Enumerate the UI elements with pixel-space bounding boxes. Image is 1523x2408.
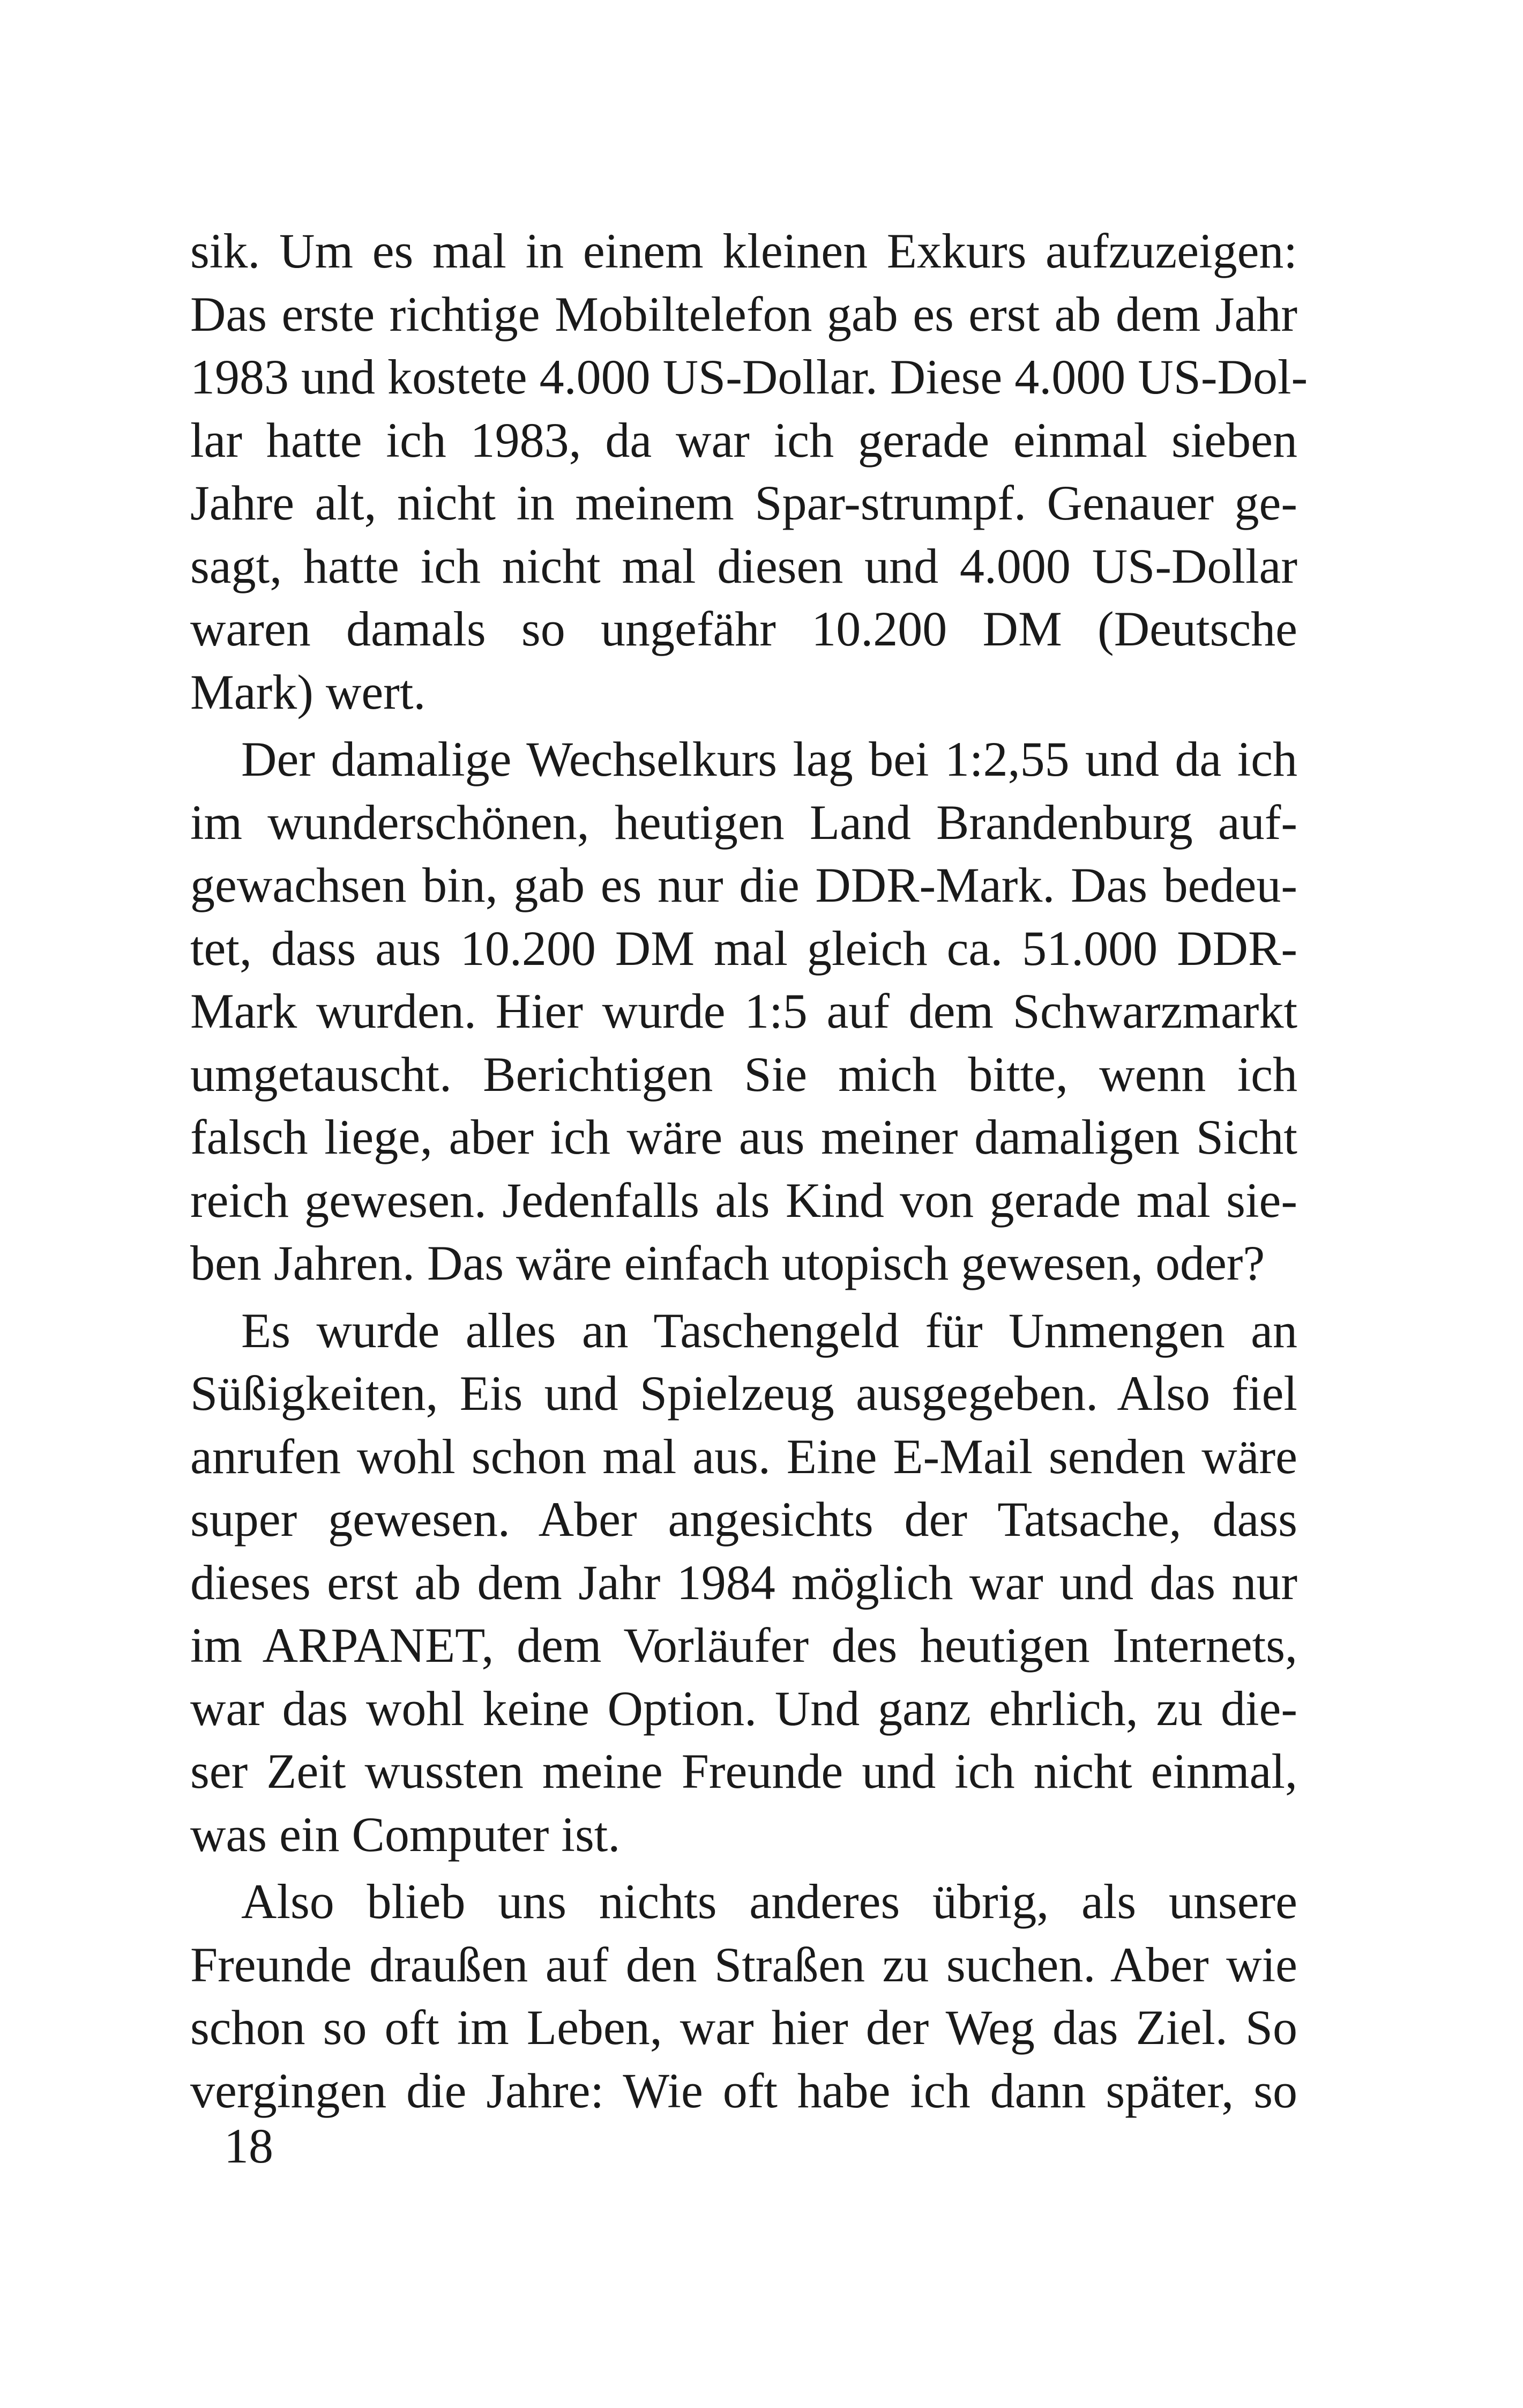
text-line: umgetauscht. Berichtigen Sie mich bitte, wenn ich: [190, 1046, 1297, 1102]
text-line: Freunde draußen auf den Straßen zu suchen. Aber wie: [190, 1937, 1297, 1992]
page-number: 18: [224, 2119, 273, 2173]
text-line: sagt, hatte ich nicht mal diesen und 4.000 US-Dollar: [190, 538, 1297, 593]
text-line: im wunderschönen, heutigen Land Brandenburg auf-: [190, 794, 1297, 850]
text-line: Mark wurden. Hier wurde 1:5 auf dem Schwarzmarkt: [190, 984, 1297, 1038]
text-line: schon so oft im Leben, war hier der Weg das Ziel. So: [190, 2000, 1297, 2055]
text-line: tet, dass aus 10.200 DM mal gleich ca. 51.000 DDR-: [190, 920, 1297, 976]
text-line: 1983 und kostete 4.000 US-Dollar. Diese 4.000 US-Dol-: [190, 350, 1308, 404]
text-line: Süßigkeiten, Eis und Spielzeug ausgegeben. Also fiel: [190, 1366, 1297, 1421]
text-line: Mark) wert.: [190, 664, 426, 719]
text-line: gewachsen bin, gab es nur die DDR-Mark. Das bedeu-: [190, 858, 1297, 912]
text-line: Das erste richtige Mobiltelefon gab es erst ab dem Jahr: [190, 286, 1297, 341]
text-line: super gewesen. Aber angesichts der Tatsache, dass: [190, 1492, 1297, 1547]
text-line: lar hatte ich 1983, da war ich gerade einmal sieben: [190, 412, 1297, 467]
paragraph-4: [190, 1870, 1297, 2122]
text-line: dieses erst ab dem Jahr 1984 möglich war und das nur: [190, 1555, 1297, 1610]
text-line: war das wohl keine Option. Und ganz ehrlich, zu die-: [190, 1681, 1297, 1736]
text-line: sik. Um es mal in einem kleinen Exkurs aufzuzeigen:: [190, 224, 1297, 278]
text-line: Also blieb uns nichts anderes übrig, als unsere: [241, 1874, 1297, 1929]
text-line: reich gewesen. Jedenfalls als Kind von gerade mal sie-: [190, 1172, 1297, 1228]
paragraph-3: [190, 1299, 1297, 1867]
text-line: im ARPANET, dem Vorläufer des heutigen Internets,: [190, 1618, 1297, 1673]
text-line: Der damalige Wechselkurs lag bei 1:2,55 und da ich: [241, 732, 1297, 786]
text-line: ben Jahren. Das wäre einfach utopisch gewesen, oder?: [190, 1236, 1265, 1290]
paragraph-1: [190, 220, 1308, 724]
paragraph-2: [190, 728, 1297, 1295]
body-text: [190, 220, 1308, 2127]
text-line: ser Zeit wussten meine Freunde und ich nicht einmal,: [190, 1744, 1297, 1798]
text-line: anrufen wohl schon mal aus. Eine E-Mail senden wäre: [190, 1429, 1297, 1484]
text-line: was ein Computer ist.: [190, 1807, 621, 1862]
text-line: Jahre alt, nicht in meinem Spar-strumpf. Genauer ge-: [190, 475, 1297, 530]
text-line: Es wurde alles an Taschengeld für Unmengen an: [241, 1303, 1297, 1358]
text-line: falsch liege, aber ich wäre aus meiner damaligen Sicht: [190, 1110, 1297, 1164]
text-line: waren damals so ungefähr 10.200 DM (Deutsche: [190, 601, 1297, 656]
text-line: vergingen die Jahre: Wie oft habe ich dann später, so: [190, 2063, 1297, 2118]
